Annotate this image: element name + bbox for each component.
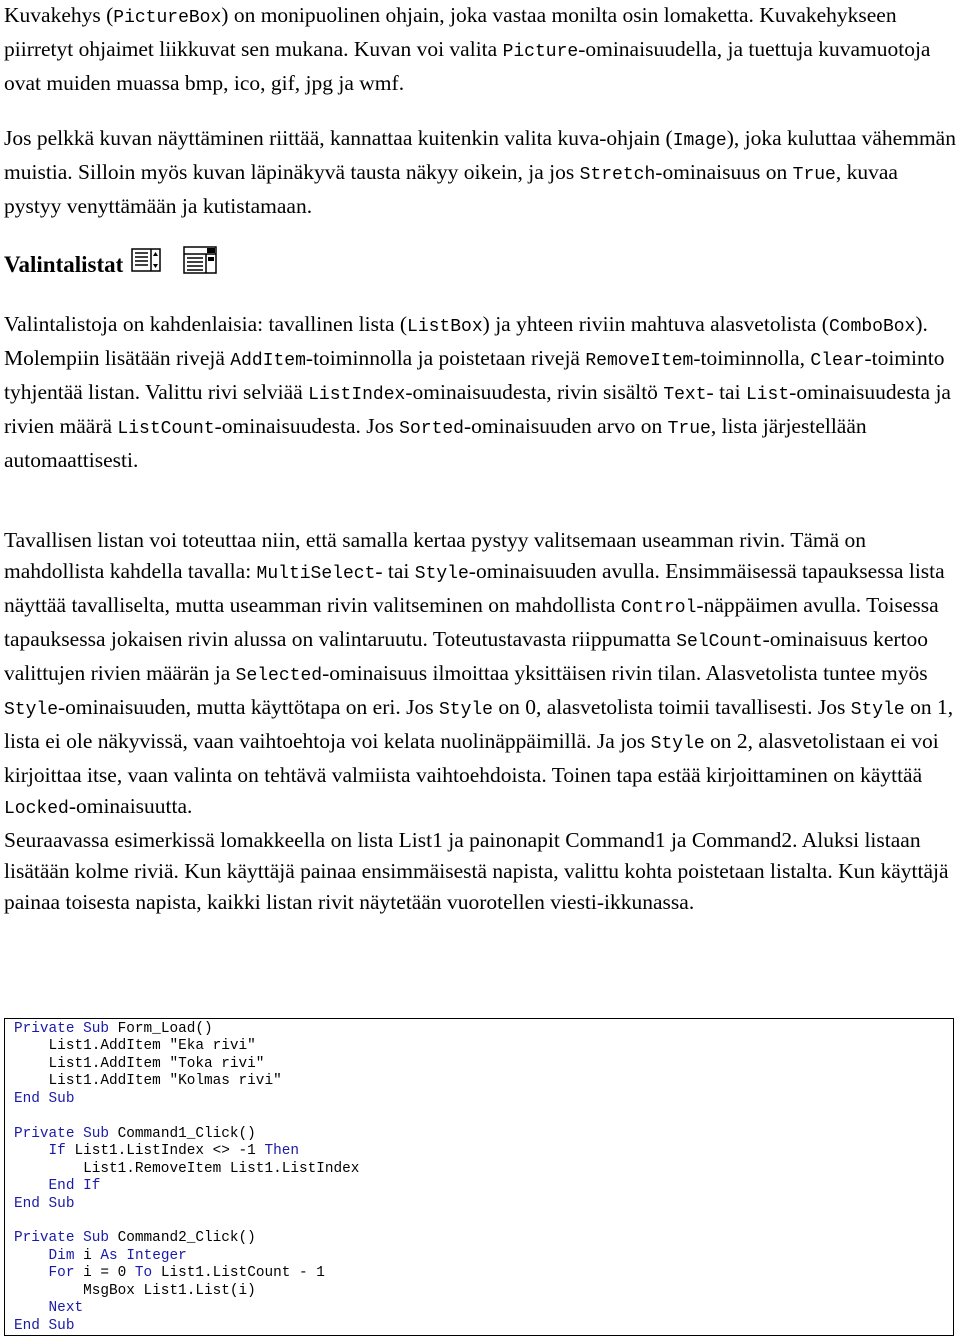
- inline-code: ComboBox: [828, 317, 916, 337]
- inline-code: List: [745, 385, 790, 405]
- paragraph-picturebox: Kuvakehys (PictureBox) on monipuolinen ohjain, joka vastaa monilta osin lomaketta. Kuvakehykseen piirretyt ohjaimet liikkuvat sen mukana. Kuvan voi valita Picture-ominaisuudella, ja tuettuja kuvamuotoja ovat muiden muassa bmp, ico, gif, jpg ja wmf.: [4, 3, 931, 95]
- inline-code: Stretch: [579, 165, 656, 185]
- code-keyword: End Sub: [14, 1090, 75, 1107]
- inline-code: Clear: [810, 351, 865, 371]
- code-keyword: Dim: [48, 1247, 75, 1264]
- inline-code: RemoveItem: [585, 351, 694, 371]
- code-keyword: To: [134, 1265, 153, 1282]
- inline-code: Style: [438, 700, 493, 720]
- code-keyword: End Sub: [14, 1317, 75, 1334]
- inline-code: Style: [414, 564, 469, 584]
- inline-code: Style: [4, 700, 59, 720]
- inline-code: ListIndex: [308, 385, 406, 405]
- inline-code: Locked: [4, 799, 69, 819]
- code-listing: Private Sub Form_Load() List1.AddItem "Eka rivi" List1.AddItem "Toka rivi" List1.AddItem "Kolmas rivi" End Sub Private Sub Command1_Click() If List1.ListIndex <> -1 Then List1.RemoveItem List1.ListIndex End If End Sub Private Sub Command2_Click() Dim i As Integer For i = 0 To List1.ListCount - 1 MsgBox List1.List(i) Next End Sub: [14, 1021, 360, 1334]
- code-keyword: Private Sub: [14, 1021, 109, 1037]
- inline-code: Image: [672, 131, 727, 151]
- code-keyword: End If: [48, 1178, 101, 1195]
- code-keyword: For: [48, 1265, 75, 1282]
- inline-code: ListCount: [117, 419, 215, 439]
- inline-code: Sorted: [399, 419, 464, 439]
- code-keyword: As: [100, 1247, 118, 1264]
- paragraph-listbox: Valintalistoja on kahdenlaisia: tavallinen lista (ListBox) ja yhteen riviin mahtuva alasvetolista (ComboBox). Molempiin lisätään rivejä AddItem-toiminnolla ja poistetaan rivejä RemoveItem-toiminnolla, Clear-toiminto tyhjentää listan. Valittu rivi selviää ListIndex-ominaisuudesta, rivin sisältö Text- tai List-ominaisuudesta ja rivien määrä ListCount-ominaisuudesta. Jos Sorted-ominaisuuden arvo on True, lista järjestellään automaattisesti.: [4, 312, 951, 472]
- inline-code: Control: [620, 598, 697, 618]
- combobox-icon: [183, 246, 217, 282]
- inline-code: ListBox: [407, 317, 483, 337]
- inline-code: Picture: [502, 42, 579, 62]
- inline-code: AddItem: [230, 351, 306, 371]
- code-keyword: Private Sub: [14, 1125, 109, 1142]
- code-keyword: Next: [48, 1300, 84, 1317]
- code-keyword: Integer: [126, 1247, 187, 1264]
- section-heading: [4, 246, 217, 282]
- code-keyword: End Sub: [14, 1195, 75, 1212]
- inline-code: Text: [663, 385, 707, 405]
- inline-code: MultiSelect: [256, 564, 376, 584]
- inline-code: True: [667, 419, 711, 439]
- inline-code: True: [792, 165, 836, 185]
- inline-code: Style: [850, 700, 905, 720]
- code-example: [4, 1018, 954, 1336]
- listbox-icon: [131, 248, 161, 280]
- code-keyword: If: [48, 1143, 66, 1160]
- inline-code: Selected: [235, 666, 323, 686]
- code-keyword: Private Sub: [14, 1230, 109, 1247]
- inline-code: Style: [650, 734, 705, 754]
- paragraph-image: Jos pelkkä kuvan näyttäminen riittää, kannattaa kuitenkin valita kuva-ohjain (Image), joka kuluttaa vähemmän muistia. Silloin myös kuvan läpinäkyvä tausta näkyy oikein, ja jos Stretch-ominaisuus on True, kuvaa pystyy venyttämään ja kutistamaan.: [4, 126, 956, 218]
- inline-code: SelCount: [676, 632, 763, 652]
- paragraph-multiselect: Tavallisen listan voi toteuttaa niin, että samalla kertaa pystyy valitsemaan useamman rivin. Tämä on mahdollista kahdella tavalla: MultiSelect- tai Style-ominaisuuden avulla. Ensimmäisessä tapauksessa lista näyttää tavalliselta, mutta useamman rivin valitseminen on mahdollista Control-näppäimen avulla. Toisessa tapauksessa jokaisen rivin alussa on valintaruutu. Toteutustavasta riippumatta SelCount-ominaisuus kertoo valittujen rivien määrän ja Selected-ominaisuus ilmoittaa yksittäisen rivin tilan. Alasvetolista tuntee myös Style-ominaisuuden, mutta käyttötapa on eri. Jos Style on 0, alasvetolista toimii tavallisesti. Jos Style on 1, lista ei ole näkyvissä, vaan vaihtoehtoja voi kelata nuolinäppäimillä. Ja jos Style on 2, alasvetolistaan ei voi kirjoittaa itse, vaan valinta on tehtävä valmiista vaihtoehdoista. Toinen tapa estää kirjoittaminen on käyttää Locked-ominaisuutta. Seuraavassa esimerkissä lomakkeella on lista List1 ja painonapit Command1 ja Command2. Aluksi listaan lisätään kolme riviä. Kun käyttäjä painaa ensimmäisestä napista, valittu kohta poistetaan listalta. Kun käyttäjä painaa toisesta napista, kaikki listan rivit näytetään vuorotellen viesti-ikkunassa.: [4, 528, 954, 914]
- section-heading-text: Valintalistat: [4, 251, 124, 277]
- code-keyword: Then: [264, 1143, 299, 1160]
- inline-code: PictureBox: [113, 8, 222, 28]
